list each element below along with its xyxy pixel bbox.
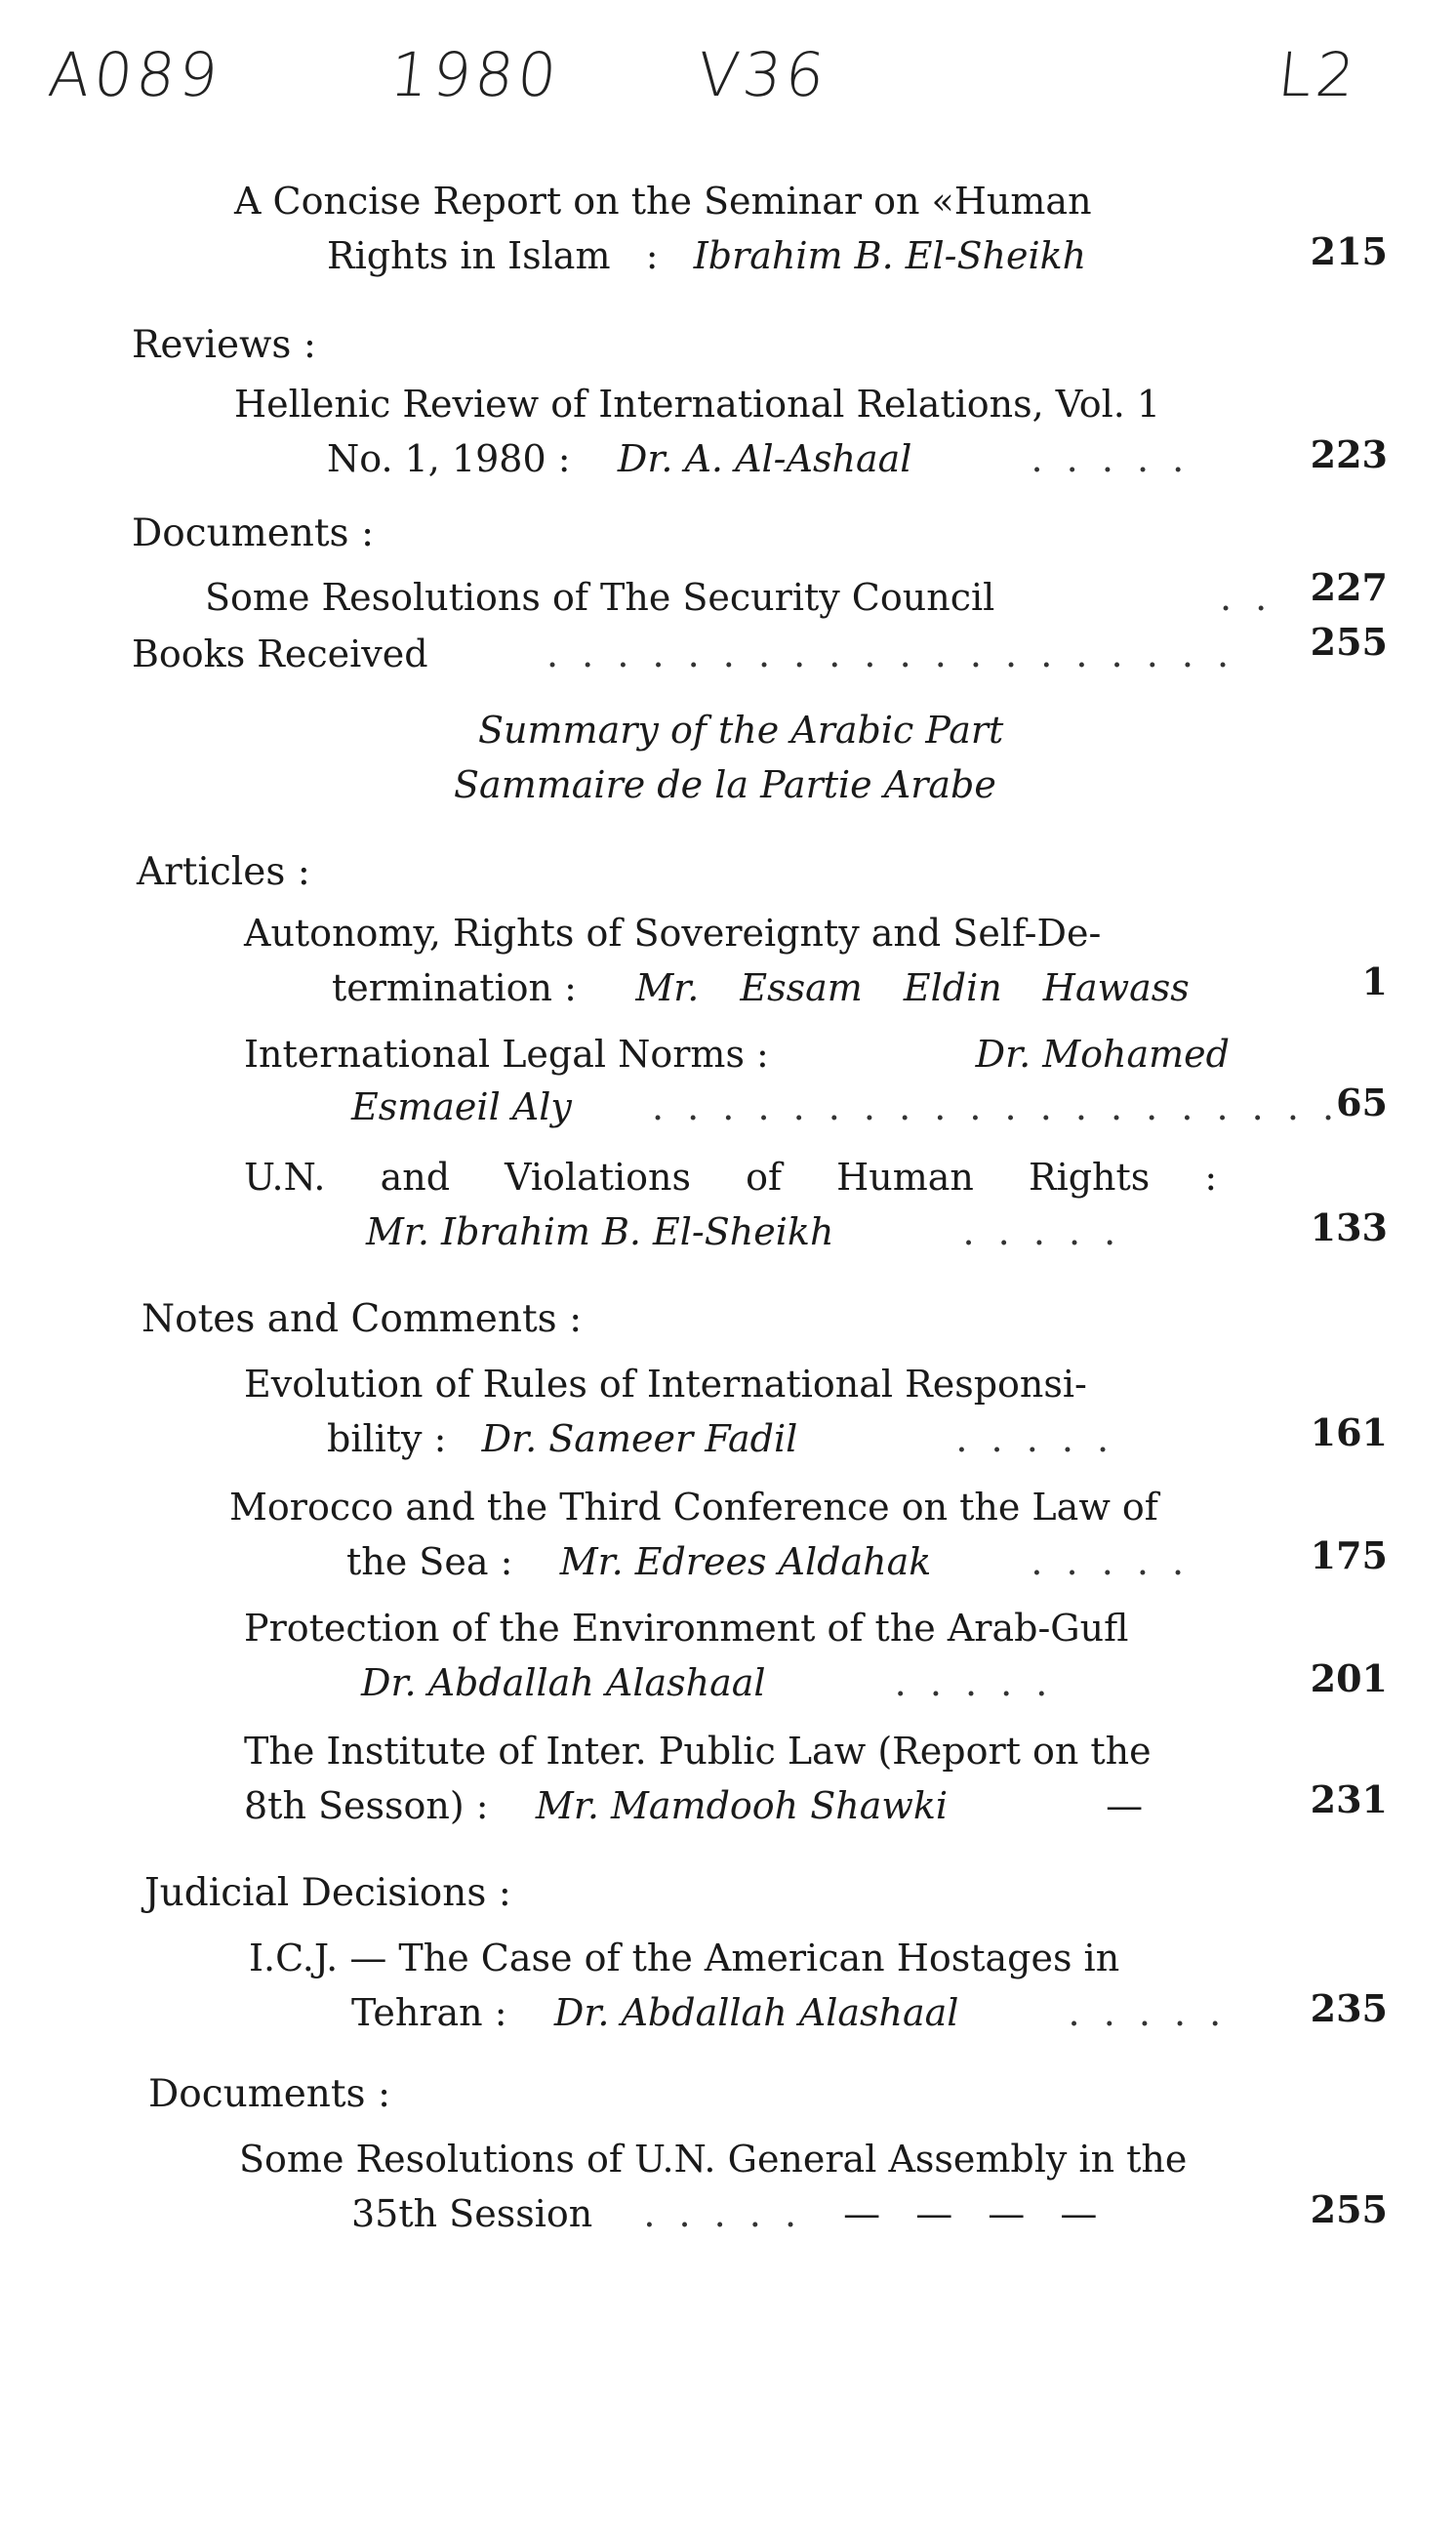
toc-entry-line1 — [244, 1033, 1230, 1076]
toc-page-number: 201 — [1310, 1656, 1388, 1700]
toc-entry-title: I.C.J. — The Case of the American Hostages in — [249, 1937, 1120, 1979]
toc-entry-title-cont: the Sea : — [346, 1540, 513, 1583]
toc-leader: . . . . . — [1031, 437, 1191, 480]
toc-entry-title — [244, 1156, 1239, 1199]
toc-leader: . . . . . . . . . . . . . . . . . . . . — [651, 1085, 1341, 1128]
toc-entry-author: Esmaeil Aly — [351, 1085, 572, 1128]
toc-entry-line2 — [351, 2192, 1109, 2235]
toc-entry-title-cont: Tehran : — [351, 1991, 507, 2034]
section-heading: Articles : — [137, 850, 310, 894]
toc-leader: . . . . . — [1031, 1540, 1191, 1583]
toc-entry-title-cont: 35th Session — [351, 2192, 593, 2235]
toc-entry-title: Autonomy, Rights of Sovereignty and Self-De- — [244, 912, 1102, 955]
section-heading: Judicial Decisions : — [144, 1871, 511, 1915]
toc-entry-title-cont: 8th Sesson) : — [244, 1784, 489, 1827]
toc-entry-line2: Rights in Islam : Ibrahim B. El-Sheikh — [327, 234, 1087, 277]
section-heading: Reviews : — [132, 323, 316, 367]
toc-page-number: 175 — [1310, 1533, 1388, 1577]
toc-leader-dashes: — — — — — [843, 2192, 1110, 2235]
toc-entry-title: Hellenic Review of International Relations, Vol. 1 — [234, 383, 1161, 426]
toc-page-number: 227 — [1310, 565, 1388, 609]
arabic-part-subtitle-fr: Sammaire de la Partie Arabe — [454, 763, 996, 806]
toc-entry-title: Some Resolutions of The Security Council — [205, 576, 995, 619]
toc-entry-author: Dr. Abdallah Alashaal — [361, 1661, 766, 1704]
handwritten-volume: V36 — [694, 39, 832, 110]
toc-page-number: 231 — [1310, 1777, 1388, 1821]
toc-leader: . . — [1220, 576, 1274, 619]
toc-entry-line2 — [346, 1540, 1190, 1583]
toc-entry-title: Morocco and the Third Conference on the Law of — [229, 1486, 1158, 1529]
toc-page-number: 1 — [1361, 959, 1388, 1003]
section-heading: Notes and Comments : — [142, 1297, 583, 1341]
handwritten-code: A089 — [45, 39, 225, 110]
toc-entry-author: Dr. Abdallah Alashaal — [553, 1991, 959, 2034]
toc-leader: . . . . . — [955, 1417, 1115, 1460]
toc-entry-title-cont: Rights in Islam — [327, 234, 611, 277]
toc-leader: . . . . . — [1068, 1991, 1228, 2034]
section-heading: Documents : — [148, 2072, 391, 2116]
section-heading: Documents : — [132, 511, 375, 555]
toc-entry-line2 — [366, 1210, 1121, 1253]
toc-entry-title: A Concise Report on the Seminar on «Human — [234, 180, 1092, 223]
toc-entry-line2 — [361, 1661, 1053, 1704]
toc-entry-title-text: U.N. and Violations of Human Rights : — [244, 1156, 1218, 1199]
toc-entry-line2 — [351, 1991, 1227, 2034]
toc-entry-line2 — [327, 1417, 1114, 1460]
toc-entry-author: Dr. A. Al-Ashaal — [617, 437, 912, 480]
toc-entry-title: International Legal Norms : — [244, 1033, 769, 1076]
toc-entry-author: Ibrahim B. El-Sheikh — [693, 234, 1087, 277]
toc-page-number: 255 — [1310, 2187, 1388, 2231]
toc-entry-title: The Institute of Inter. Public Law (Report on the — [244, 1730, 1152, 1773]
toc-page-number: 161 — [1310, 1410, 1388, 1454]
toc-entry-title: Protection of the Environment of the Arab-Gufl — [244, 1607, 1129, 1650]
toc-page-number: 255 — [1310, 620, 1388, 664]
toc-page-number: 235 — [1310, 1986, 1388, 2030]
toc-entry-line2 — [332, 966, 1190, 1009]
toc-entry-line2 — [327, 437, 1190, 480]
toc-entry-line2 — [244, 1784, 1143, 1827]
toc-page-number: 223 — [1310, 432, 1388, 476]
toc-entry-author: Mr. Mamdooh Shawki — [535, 1784, 949, 1827]
toc-leader: . . . . . — [962, 1210, 1122, 1253]
toc-entry-title-cont: bility : — [327, 1417, 447, 1460]
toc-entry-title-cont: No. 1, 1980 : — [327, 437, 571, 480]
toc-entry-title-cont: termination : — [332, 966, 577, 1009]
toc-leader: . . . . . — [643, 2192, 803, 2235]
toc-leader: — — [1106, 1784, 1144, 1827]
toc-page-number: 133 — [1310, 1205, 1388, 1249]
toc-entry-author: Dr. Sameer Fadil — [481, 1417, 798, 1460]
toc-leader: . . . . . — [894, 1661, 1054, 1704]
toc-leader: . . . . . . . . . . . . . . . . . . . . — [546, 632, 1235, 675]
toc-entry-author-first: Dr. Mohamed — [975, 1033, 1230, 1076]
toc-entry-line2 — [351, 1085, 1340, 1128]
toc-page-number: 65 — [1336, 1081, 1388, 1124]
arabic-part-subtitle: Summary of the Arabic Part — [478, 709, 1004, 752]
toc-entry-author: Mr. Ibrahim B. El-Sheikh — [366, 1210, 834, 1253]
toc-entry-author: Mr. Edrees Aldahak — [559, 1540, 932, 1583]
toc-entry-title: Books Received — [132, 632, 428, 675]
toc-entry-author: Mr. Essam Eldin Hawass — [635, 966, 1190, 1009]
handwritten-label: L2 — [1274, 39, 1362, 110]
toc-page-number: 215 — [1310, 229, 1388, 273]
toc-entry-title: Evolution of Rules of International Responsi- — [244, 1363, 1087, 1406]
handwritten-year: 1980 — [386, 39, 564, 110]
toc-entry-title: Some Resolutions of U.N. General Assembly in the — [239, 2138, 1188, 2181]
